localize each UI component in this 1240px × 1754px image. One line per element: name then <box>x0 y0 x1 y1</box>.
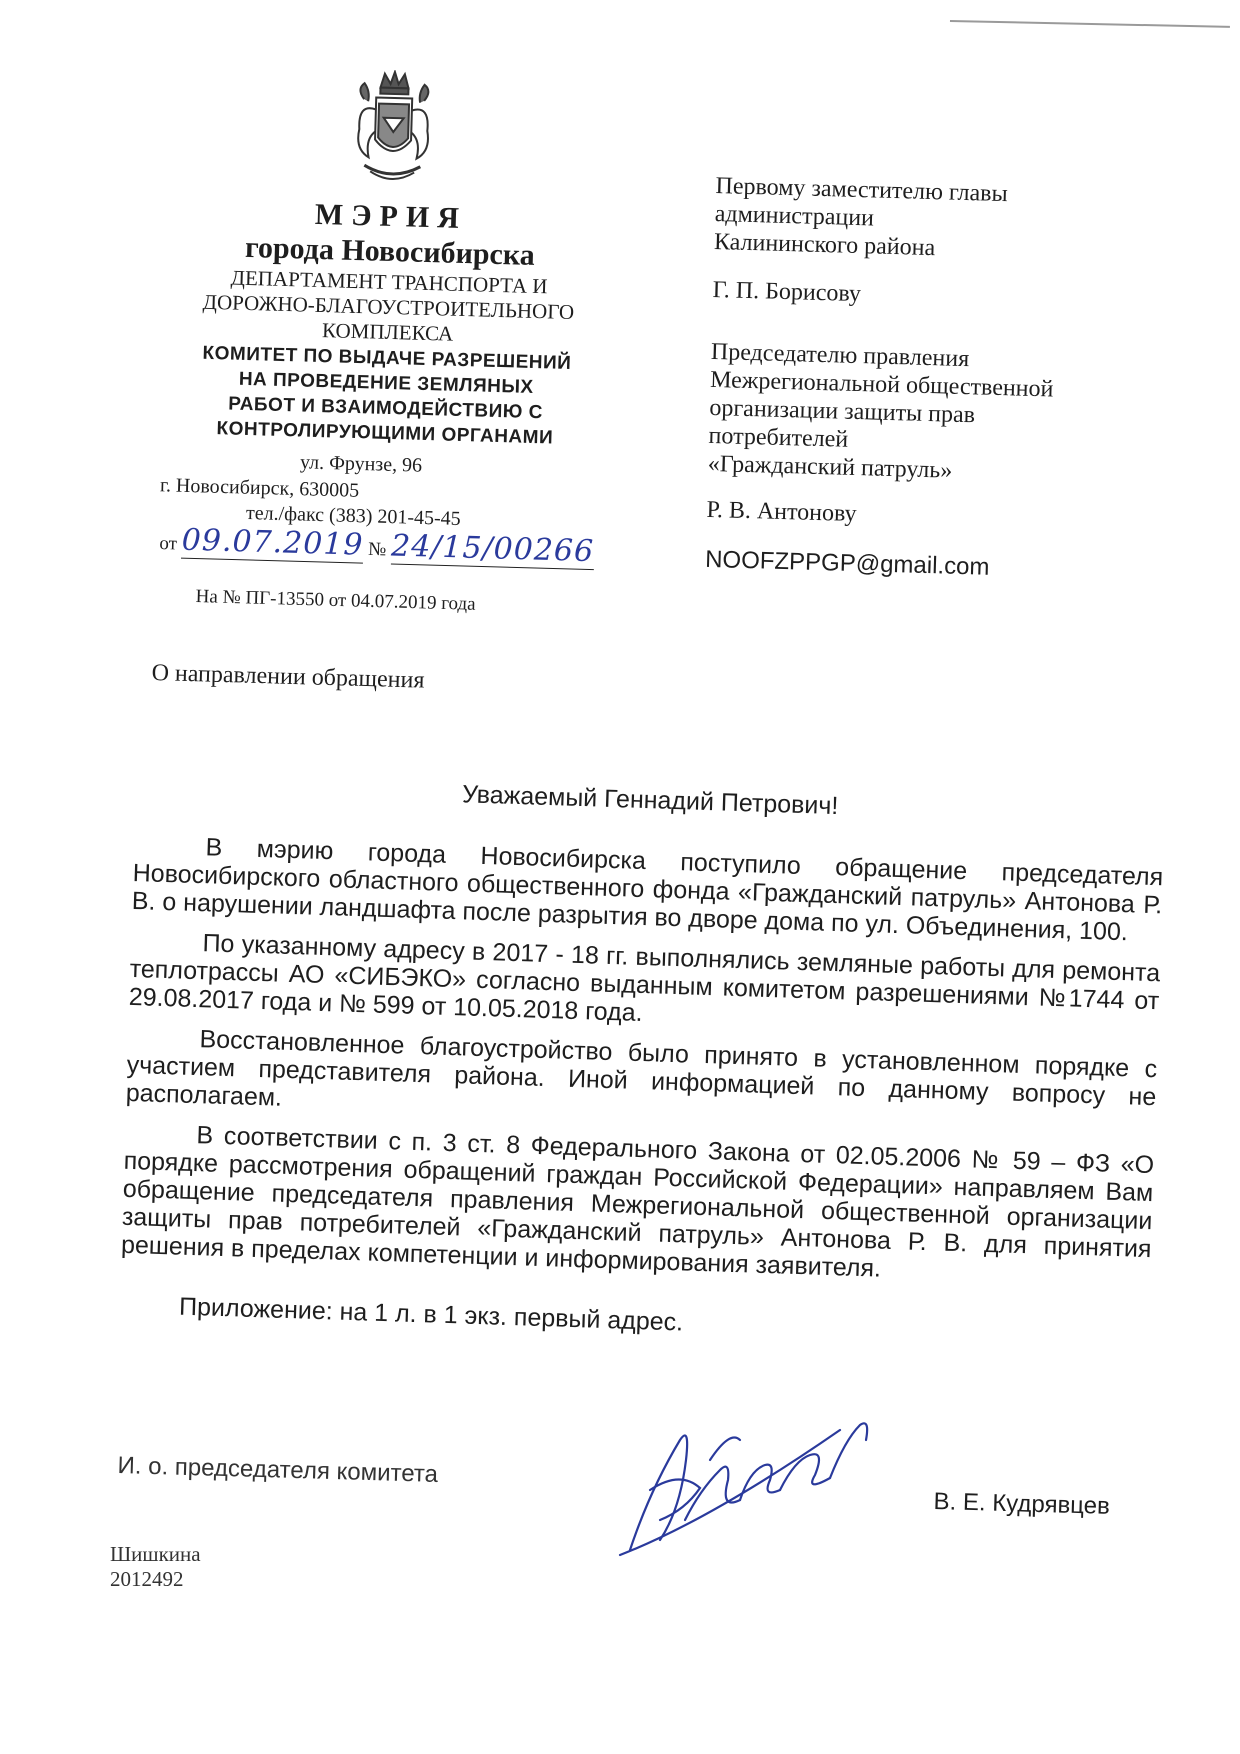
recipient-line: организации защиты прав <box>709 394 976 429</box>
department-line: ДОРОЖНО-БЛАГОУСТРОИТЕЛЬНОГО <box>202 289 575 325</box>
handwritten-date: 09.07.2019 <box>181 522 365 563</box>
handwritten-reg-number: 24/15/00266 <box>390 528 595 570</box>
recipient-line: Председателю правления <box>710 338 970 373</box>
coat-of-arms-icon <box>344 69 443 192</box>
email-address[interactable]: NOOFZPPGP@gmail.com <box>704 545 990 581</box>
salutation: Уважаемый Геннадий Петрович! <box>461 780 839 821</box>
phone-fax: тел./факс (383) 201-45-45 <box>245 502 461 530</box>
mayor-office-title: МЭРИЯ <box>314 197 468 236</box>
scan-edge-line <box>950 20 1230 28</box>
recipient-line: Калининского района <box>713 228 936 262</box>
executor-phone: 2012492 <box>110 1567 184 1591</box>
recipient-name: Р. В. Антонову <box>706 496 857 528</box>
handwritten-signature <box>590 1370 880 1570</box>
department-line: КОМПЛЕКСА <box>321 318 454 346</box>
city-name: города Новосибирска <box>244 230 536 272</box>
letterhead <box>150 63 630 451</box>
committee-line: НА ПРОВЕДЕНИЕ ЗЕМЛЯНЫХ <box>238 368 534 398</box>
recipient-line: Межрегиональной общественной <box>709 366 1054 403</box>
appendix-note: Приложение: на 1 л. в 1 экз. первый адрес. <box>178 1292 684 1337</box>
body-paragraph: Восстановленное благоустройство было принято в установленном порядке с участием представителя района. Иной информацией по данному вопросу не располагаем. <box>125 1025 1158 1112</box>
committee-line: КОНТРОЛИРУЮЩИМИ ОРГАНАМИ <box>216 418 554 449</box>
reply-reference: На № ПГ-13550 от 04.07.2019 года <box>195 586 476 615</box>
recipient-line: Первому заместителю главы <box>715 172 1009 208</box>
recipient-line: «Гражданский патруль» <box>707 450 953 484</box>
subject-line: О направлении обращения <box>151 660 425 694</box>
date-prefix: от <box>159 532 178 555</box>
recipient-line: администрации <box>714 200 875 232</box>
signatory-title: И. о. председателя комитета <box>117 1452 439 1488</box>
executor-info <box>110 1542 201 1592</box>
registration-line <box>159 522 595 570</box>
department-line: ДЕПАРТАМЕНТ ТРАНСПОРТА И <box>230 265 548 299</box>
body-paragraph: В соответствии с п. 3 ст. 8 Федерального Закона от 02.05.2006 № 59 – ФЗ «О порядке рассмотрения обращений граждан Российской Федерации» направляем Вам обращение председателя правления Межрегиональной общественной организации защиты прав потребителей «Гражданский патруль» Антонова Р. В. для принятия решения в пределах компетенции и информирования заявителя. <box>120 1121 1155 1283</box>
addressee-block <box>705 172 1186 587</box>
letter-body <box>119 770 1166 1352</box>
address-street: ул. Фрунзе, 96 <box>299 451 423 477</box>
signatory-name: В. Е. Кудрявцев <box>933 1488 1111 1520</box>
number-sign: № <box>367 538 387 561</box>
body-paragraph: В мэрию города Новосибирска поступило обращение председателя Новосибирского областного общественного фонда «Гражданский патруль» Антонова Р. В. о нарушении ландшафта после разрытия во дворе дома по ул. Объединения, 100. <box>131 833 1164 947</box>
committee-line: РАБОТ И ВЗАИМОДЕЙСТВИЮ С <box>227 393 544 424</box>
recipient-line: потребителей <box>708 422 849 453</box>
body-paragraph: По указанному адресу в 2017 - 18 гг. выполнялись земляные работы для ремонта теплотрассы АО «СИБЭКО» согласно выданным комитетом разрешениями №1744 от 29.08.2017 года и № 599 от 10.05.2018 года. <box>128 929 1161 1028</box>
address-city: г. Новосибирск, 630005 <box>159 474 360 502</box>
committee-line: КОМИТЕТ ПО ВЫДАЧЕ РАЗРЕШЕНИЙ <box>202 342 572 375</box>
recipient-name: Г. П. Борисову <box>712 276 862 308</box>
executor-name: Шишкина <box>110 1542 201 1566</box>
